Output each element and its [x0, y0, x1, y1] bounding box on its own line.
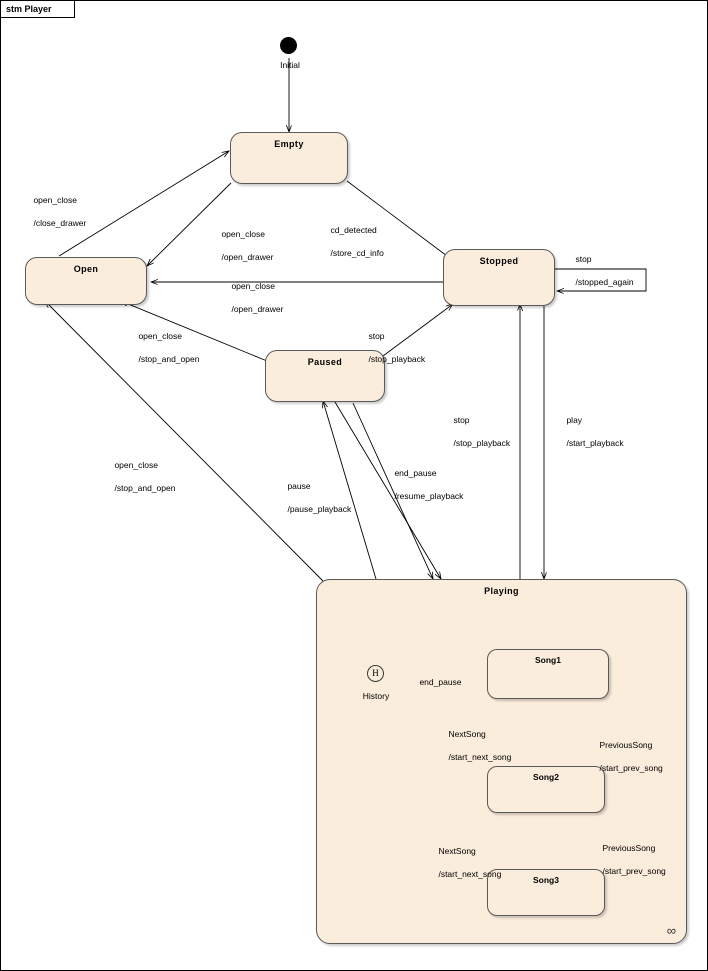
state-stopped-label: Stopped: [479, 256, 519, 266]
transition-label-open-close-open-drawer-1: [212, 217, 273, 275]
effect-text: /start_next_song: [438, 868, 502, 879]
transition-label-previous-song-1: [590, 728, 663, 786]
transition-label-pause-pause-playback: [278, 469, 351, 527]
effect-text: /resume_playback: [394, 490, 464, 501]
transition-label-previous-song-2: [593, 831, 666, 889]
trigger-text: pause: [287, 480, 311, 491]
trigger-text: stop: [368, 330, 385, 341]
initial-pseudostate: [280, 37, 297, 54]
effect-text: /store_cd_info: [330, 247, 384, 258]
effect-text: /close_drawer: [33, 217, 87, 228]
effect-text: /start_prev_song: [599, 762, 663, 773]
state-open[interactable]: [25, 257, 147, 305]
transition-label-end-pause-resume-playback: [385, 456, 463, 514]
effect-text: /stopped_again: [575, 276, 634, 287]
transition-label-next-song-1: [439, 717, 511, 775]
effect-text: /stop_and_open: [138, 353, 200, 364]
trigger-text: open_close: [221, 228, 265, 239]
state-song1-label: Song1: [535, 655, 561, 665]
transition-label-stop-stop-playback-1: [359, 319, 425, 377]
transition-label-end-pause: [410, 665, 462, 700]
trigger-text: NextSong: [438, 845, 476, 856]
effect-text: /stop_playback: [368, 353, 426, 364]
state-open-label: Open: [73, 264, 99, 274]
state-song2-label: Song2: [533, 772, 559, 782]
effect-text: /stop_and_open: [114, 482, 176, 493]
effect-text: /open_drawer: [221, 251, 274, 262]
effect-text: /start_prev_song: [602, 865, 666, 876]
state-song3[interactable]: [487, 869, 605, 916]
effect-text: /stop_playback: [453, 437, 511, 448]
transition-label-open-close-open-drawer-2: [222, 269, 283, 327]
trigger-text: stop: [453, 414, 470, 425]
trigger-text: cd_detected: [330, 224, 377, 235]
trigger-text: NextSong: [448, 728, 486, 739]
transition-label-next-song-2: [429, 834, 501, 892]
effect-text: /start_playback: [566, 437, 624, 448]
trigger-text: open_close: [138, 330, 182, 341]
initial-label: Initial: [280, 60, 300, 70]
trigger-text: end_pause: [394, 467, 437, 478]
trigger-text: open_close: [33, 194, 77, 205]
state-empty-label: Empty: [274, 139, 304, 149]
frame-title: stm Player: [6, 4, 52, 14]
transition-label-open-close-stop-and-open-2: [105, 448, 175, 506]
state-song3-label: Song3: [533, 875, 559, 885]
trigger-text: play: [566, 414, 583, 425]
effect-text: /start_next_song: [448, 751, 512, 762]
state-paused-label: Paused: [307, 357, 343, 367]
transition-label-stop-stop-playback-2: [444, 403, 510, 461]
transition-label-open-close-close-drawer: [24, 183, 86, 241]
infinity-icon: ∞: [666, 923, 676, 938]
trigger-text: stop: [575, 253, 592, 264]
state-song1[interactable]: [487, 649, 609, 699]
state-playing-label: Playing: [484, 586, 519, 596]
transition-label-open-close-stop-and-open-1: [129, 319, 199, 377]
trigger-text: open_close: [114, 459, 158, 470]
transition-label-play-start-playback: [557, 403, 624, 461]
effect-text: /pause_playback: [287, 503, 352, 514]
trigger-text: open_close: [231, 280, 275, 291]
trigger-text: end_pause: [419, 676, 462, 687]
state-stopped[interactable]: [443, 249, 555, 306]
trigger-text: PreviousSong: [599, 739, 653, 750]
transition-label-cd-detected: [321, 213, 384, 271]
transition-label-stop-stopped-again: [566, 242, 634, 300]
effect-text: /open_drawer: [231, 303, 284, 314]
history-pseudostate[interactable]: H: [367, 665, 384, 682]
trigger-text: PreviousSong: [602, 842, 656, 853]
state-empty[interactable]: [230, 132, 348, 184]
history-label: History: [362, 691, 390, 701]
